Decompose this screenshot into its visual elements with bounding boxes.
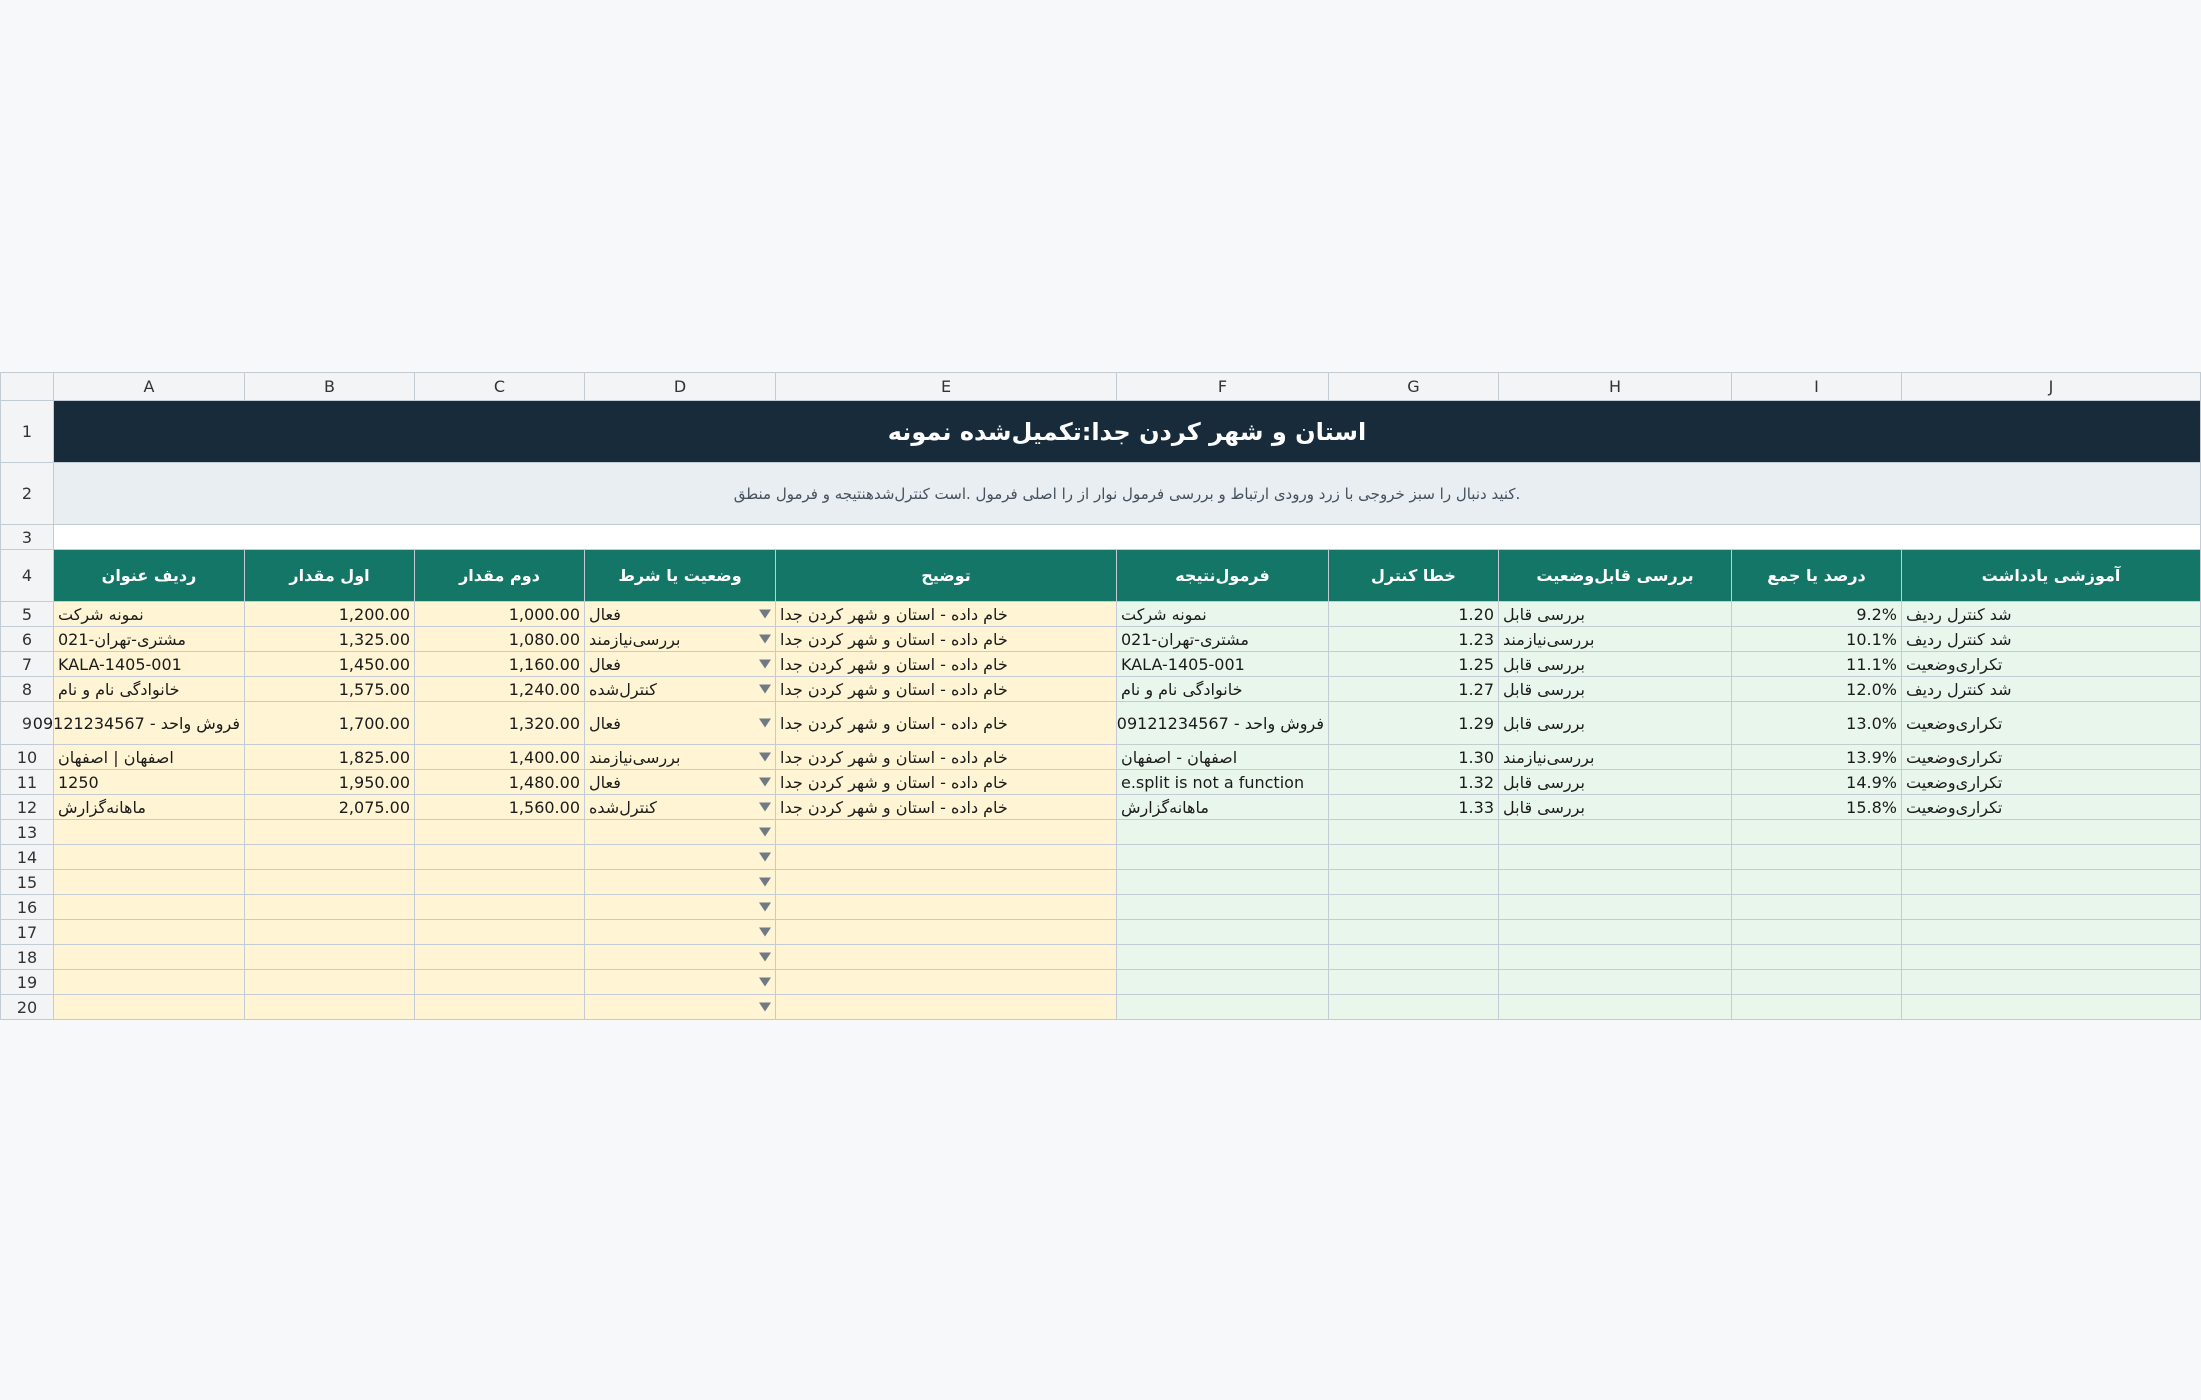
cell-h[interactable] <box>1499 895 1732 920</box>
cell-f[interactable]: اصفهان - اصفهان <box>1117 745 1329 770</box>
row-header[interactable]: 3 <box>1 525 54 550</box>
cell-i[interactable] <box>1732 945 1902 970</box>
cell-h[interactable] <box>1499 920 1732 945</box>
data-rows <box>1 602 2201 1020</box>
cell-g[interactable] <box>1329 895 1499 920</box>
dropdown-value: فعال <box>589 713 621 733</box>
status-dropdown-cell[interactable] <box>585 677 776 702</box>
triangle-down-icon[interactable] <box>759 803 771 812</box>
dropdown-value: بررسی‌نیازمند <box>589 629 681 649</box>
header-cell[interactable]: فرمول‌نتیجه <box>1117 550 1329 602</box>
cell-b[interactable]: 1,575.00 <box>245 677 415 702</box>
triangle-down-icon[interactable] <box>759 719 771 728</box>
row-header[interactable]: 13 <box>1 820 54 845</box>
cell-e[interactable] <box>776 970 1117 995</box>
cell-i[interactable]: 15.8% <box>1732 795 1902 820</box>
triangle-down-icon[interactable] <box>759 903 771 912</box>
column-header-a[interactable]: A <box>54 373 245 401</box>
table-row <box>1 945 2201 970</box>
sheet-subtitle[interactable]: .کنید دنبال را سبز خروجی با زرد ورودی ارتباط و بررسی فرمول نوار از را اصلی فرمول .است کنترل‌شدهنتیجه و فرمول منطق <box>54 463 2201 525</box>
cell-i[interactable] <box>1732 895 1902 920</box>
cell-b[interactable] <box>245 845 415 870</box>
row-header[interactable]: 20 <box>1 995 54 1020</box>
cell-i[interactable]: 13.0% <box>1732 702 1902 745</box>
status-dropdown-cell[interactable] <box>585 652 776 677</box>
dropdown-value: کنترل‌شده <box>589 679 657 699</box>
cell-a[interactable]: مشتری-تهران-021 <box>54 627 245 652</box>
status-dropdown-cell[interactable] <box>585 920 776 945</box>
cell-a[interactable] <box>54 820 245 845</box>
row-header[interactable]: 14 <box>1 845 54 870</box>
cell-c[interactable]: 1,480.00 <box>415 770 585 795</box>
cell-e[interactable] <box>776 870 1117 895</box>
cell-j[interactable]: شد کنترل ردیف <box>1902 602 2201 627</box>
column-header-d[interactable]: D <box>585 373 776 401</box>
cell-f[interactable]: نمونه شرکت <box>1117 602 1329 627</box>
cell-h[interactable] <box>1499 945 1732 970</box>
status-dropdown-cell[interactable] <box>585 945 776 970</box>
cell-h[interactable]: بررسی‌نیازمند <box>1499 627 1732 652</box>
cell-f[interactable]: KALA-1405-001 <box>1117 652 1329 677</box>
dropdown-value: فعال <box>589 604 621 624</box>
cell-e[interactable]: خام داده - استان و شهر کردن جدا <box>776 795 1117 820</box>
cell-j[interactable] <box>1902 970 2201 995</box>
cell-b[interactable]: 1,200.00 <box>245 602 415 627</box>
status-dropdown-cell[interactable] <box>585 602 776 627</box>
header-cell[interactable]: خطا کنترل <box>1329 550 1499 602</box>
cell-b[interactable]: 1,325.00 <box>245 627 415 652</box>
dropdown-value: فعال <box>589 654 621 674</box>
cell-h[interactable]: بررسی قابل <box>1499 702 1732 745</box>
cell-i[interactable] <box>1732 870 1902 895</box>
status-dropdown-cell[interactable] <box>585 795 776 820</box>
cell-c[interactable] <box>415 945 585 970</box>
triangle-down-icon[interactable] <box>759 853 771 862</box>
cell-i[interactable] <box>1732 920 1902 945</box>
cell-b[interactable]: 1,700.00 <box>245 702 415 745</box>
triangle-down-icon[interactable] <box>759 953 771 962</box>
cell-g[interactable] <box>1329 995 1499 1020</box>
cell-g[interactable]: 1.29 <box>1329 702 1499 745</box>
status-dropdown-cell[interactable] <box>585 895 776 920</box>
spreadsheet <box>0 372 2200 1027</box>
cell-f[interactable] <box>1117 920 1329 945</box>
cell-b[interactable] <box>245 970 415 995</box>
column-header-i[interactable]: I <box>1732 373 1902 401</box>
header-cell[interactable]: ردیف عنوان <box>54 550 245 602</box>
cell-j[interactable] <box>1902 895 2201 920</box>
cell-f[interactable]: ماهانه‌گزارش <box>1117 795 1329 820</box>
blank-row <box>1 525 2201 550</box>
table-row <box>1 845 2201 870</box>
cell-g[interactable]: 1.33 <box>1329 795 1499 820</box>
cell-e[interactable]: خام داده - استان و شهر کردن جدا <box>776 627 1117 652</box>
header-cell[interactable]: اول مقدار <box>245 550 415 602</box>
cell-a[interactable]: خانوادگی نام و نام <box>54 677 245 702</box>
sheet-title[interactable]: استان و شهر کردن جدا:تکمیل‌شده نمونه <box>54 401 2201 463</box>
cell-h[interactable]: بررسی قابل <box>1499 770 1732 795</box>
cell-i[interactable]: 11.1% <box>1732 652 1902 677</box>
cell-e[interactable]: خام داده - استان و شهر کردن جدا <box>776 602 1117 627</box>
cell-g[interactable] <box>1329 945 1499 970</box>
cell-i[interactable]: 9.2% <box>1732 602 1902 627</box>
cell-f[interactable]: مشتری-تهران-021 <box>1117 627 1329 652</box>
cell-a[interactable]: نمونه شرکت <box>54 602 245 627</box>
status-dropdown-cell[interactable] <box>585 770 776 795</box>
cell-i[interactable] <box>1732 970 1902 995</box>
cell-f[interactable] <box>1117 945 1329 970</box>
cell-c[interactable]: 1,400.00 <box>415 745 585 770</box>
cell-g[interactable]: 1.23 <box>1329 627 1499 652</box>
row-header[interactable]: 12 <box>1 795 54 820</box>
cell-b[interactable] <box>245 945 415 970</box>
triangle-down-icon[interactable] <box>759 635 771 644</box>
cell-b[interactable] <box>245 820 415 845</box>
cell-e[interactable] <box>776 995 1117 1020</box>
cell-e[interactable]: خام داده - استان و شهر کردن جدا <box>776 770 1117 795</box>
row-header[interactable]: 10 <box>1 745 54 770</box>
cell-f[interactable] <box>1117 970 1329 995</box>
triangle-down-icon[interactable] <box>759 928 771 937</box>
row-header[interactable]: 1 <box>1 401 54 463</box>
triangle-down-icon[interactable] <box>759 978 771 987</box>
cell-c[interactable] <box>415 845 585 870</box>
blank-cell[interactable] <box>54 525 2201 550</box>
cell-i[interactable] <box>1732 995 1902 1020</box>
cell-a[interactable]: فروش واحد - 09121234567 <box>54 702 245 745</box>
table-row <box>1 795 2201 820</box>
cell-j[interactable] <box>1902 995 2201 1020</box>
cell-e[interactable]: خام داده - استان و شهر کردن جدا <box>776 702 1117 745</box>
cell-j[interactable] <box>1902 920 2201 945</box>
column-header-e[interactable]: E <box>776 373 1117 401</box>
cell-h[interactable] <box>1499 870 1732 895</box>
status-dropdown-cell[interactable] <box>585 845 776 870</box>
table-row <box>1 770 2201 795</box>
cell-c[interactable]: 1,000.00 <box>415 602 585 627</box>
cell-h[interactable] <box>1499 845 1732 870</box>
dropdown-value: کنترل‌شده <box>589 797 657 817</box>
cell-b[interactable] <box>245 920 415 945</box>
column-header-g[interactable]: G <box>1329 373 1499 401</box>
row-header[interactable]: 5 <box>1 602 54 627</box>
cell-i[interactable] <box>1732 845 1902 870</box>
table-row <box>1 820 2201 845</box>
table-row <box>1 870 2201 895</box>
row-header[interactable]: 15 <box>1 870 54 895</box>
cell-b[interactable]: 1,950.00 <box>245 770 415 795</box>
cell-j[interactable]: تکراری‌وضعیت <box>1902 745 2201 770</box>
cell-a[interactable] <box>54 845 245 870</box>
cell-f[interactable] <box>1117 895 1329 920</box>
table-header-row <box>1 550 2201 602</box>
status-dropdown-cell[interactable] <box>585 745 776 770</box>
select-all-corner[interactable] <box>1 373 54 401</box>
cell-e[interactable]: خام داده - استان و شهر کردن جدا <box>776 652 1117 677</box>
cell-f[interactable]: e.split is not a function <box>1117 770 1329 795</box>
header-cell[interactable]: درصد یا جمع <box>1732 550 1902 602</box>
cell-f[interactable] <box>1117 870 1329 895</box>
column-header-h[interactable]: H <box>1499 373 1732 401</box>
header-cell[interactable]: وضعیت یا شرط <box>585 550 776 602</box>
status-dropdown-cell[interactable] <box>585 970 776 995</box>
cell-j[interactable]: تکراری‌وضعیت <box>1902 770 2201 795</box>
status-dropdown-cell[interactable] <box>585 995 776 1020</box>
cell-h[interactable] <box>1499 970 1732 995</box>
table-row <box>1 895 2201 920</box>
cell-j[interactable]: تکراری‌وضعیت <box>1902 795 2201 820</box>
cell-f[interactable]: خانوادگی نام و نام <box>1117 677 1329 702</box>
cell-c[interactable]: 1,240.00 <box>415 677 585 702</box>
row-header[interactable]: 11 <box>1 770 54 795</box>
cell-j[interactable]: تکراری‌وضعیت <box>1902 702 2201 745</box>
row-header[interactable]: 18 <box>1 945 54 970</box>
cell-c[interactable] <box>415 820 585 845</box>
cell-h[interactable]: بررسی قابل <box>1499 795 1732 820</box>
triangle-down-icon[interactable] <box>759 778 771 787</box>
cell-b[interactable] <box>245 895 415 920</box>
header-cell[interactable]: بررسی قابل‌وضعیت <box>1499 550 1732 602</box>
cell-i[interactable]: 12.0% <box>1732 677 1902 702</box>
dropdown-value: فعال <box>589 772 621 792</box>
cell-a[interactable] <box>54 970 245 995</box>
table-row <box>1 602 2201 627</box>
cell-h[interactable] <box>1499 820 1732 845</box>
cell-f[interactable]: فروش واحد - 09121234567 <box>1117 702 1329 745</box>
row-header[interactable]: 8 <box>1 677 54 702</box>
cell-c[interactable] <box>415 870 585 895</box>
cell-e[interactable] <box>776 820 1117 845</box>
cell-c[interactable]: 1,320.00 <box>415 702 585 745</box>
table-row <box>1 677 2201 702</box>
cell-a[interactable]: اصفهان | اصفهان <box>54 745 245 770</box>
row-header[interactable]: 16 <box>1 895 54 920</box>
cell-e[interactable] <box>776 920 1117 945</box>
triangle-down-icon[interactable] <box>759 878 771 887</box>
cell-b[interactable]: 1,450.00 <box>245 652 415 677</box>
table-row <box>1 702 2201 745</box>
cell-e[interactable]: خام داده - استان و شهر کردن جدا <box>776 745 1117 770</box>
column-header-c[interactable]: C <box>415 373 585 401</box>
table-row <box>1 627 2201 652</box>
cell-j[interactable]: شد کنترل ردیف <box>1902 677 2201 702</box>
cell-e[interactable] <box>776 845 1117 870</box>
table-row <box>1 920 2201 945</box>
cell-a[interactable] <box>54 995 245 1020</box>
row-header[interactable]: 2 <box>1 463 54 525</box>
column-header-j[interactable]: J <box>1902 373 2201 401</box>
status-dropdown-cell[interactable] <box>585 820 776 845</box>
cell-g[interactable]: 1.27 <box>1329 677 1499 702</box>
cell-g[interactable] <box>1329 845 1499 870</box>
cell-h[interactable] <box>1499 995 1732 1020</box>
cell-g[interactable] <box>1329 870 1499 895</box>
subtitle-row <box>1 463 2201 525</box>
cell-b[interactable]: 1,825.00 <box>245 745 415 770</box>
cell-i[interactable]: 10.1% <box>1732 627 1902 652</box>
cell-c[interactable]: 1,080.00 <box>415 627 585 652</box>
cell-j[interactable] <box>1902 820 2201 845</box>
triangle-down-icon[interactable] <box>759 753 771 762</box>
cell-a[interactable] <box>54 895 245 920</box>
cell-e[interactable] <box>776 945 1117 970</box>
cell-i[interactable]: 14.9% <box>1732 770 1902 795</box>
cell-j[interactable] <box>1902 845 2201 870</box>
triangle-down-icon[interactable] <box>759 660 771 669</box>
table-row <box>1 970 2201 995</box>
dropdown-value: بررسی‌نیازمند <box>589 747 681 767</box>
cell-b[interactable] <box>245 995 415 1020</box>
cell-f[interactable] <box>1117 995 1329 1020</box>
column-header-row <box>1 373 2201 401</box>
cell-c[interactable]: 1,560.00 <box>415 795 585 820</box>
triangle-down-icon[interactable] <box>759 1003 771 1012</box>
cell-c[interactable] <box>415 970 585 995</box>
row-header[interactable]: 9 <box>1 702 54 745</box>
cell-a[interactable] <box>54 920 245 945</box>
cell-g[interactable]: 1.25 <box>1329 652 1499 677</box>
cell-a[interactable] <box>54 870 245 895</box>
cell-i[interactable] <box>1732 820 1902 845</box>
cell-c[interactable] <box>415 920 585 945</box>
row-header[interactable]: 17 <box>1 920 54 945</box>
sheet-grid <box>0 372 2201 1020</box>
cell-g[interactable] <box>1329 820 1499 845</box>
cell-h[interactable]: بررسی قابل <box>1499 652 1732 677</box>
cell-j[interactable] <box>1902 870 2201 895</box>
cell-h[interactable]: بررسی قابل <box>1499 677 1732 702</box>
cell-a[interactable]: ماهانه‌گزارش <box>54 795 245 820</box>
cell-a[interactable]: 1250 <box>54 770 245 795</box>
cell-h[interactable]: بررسی‌نیازمند <box>1499 745 1732 770</box>
cell-e[interactable] <box>776 895 1117 920</box>
header-cell[interactable]: دوم مقدار <box>415 550 585 602</box>
cell-j[interactable]: تکراری‌وضعیت <box>1902 652 2201 677</box>
column-header-f[interactable]: F <box>1117 373 1329 401</box>
status-dropdown-cell[interactable] <box>585 870 776 895</box>
triangle-down-icon[interactable] <box>759 610 771 619</box>
cell-b[interactable] <box>245 870 415 895</box>
status-dropdown-cell[interactable] <box>585 627 776 652</box>
cell-g[interactable]: 1.20 <box>1329 602 1499 627</box>
cell-a[interactable] <box>54 945 245 970</box>
cell-f[interactable] <box>1117 845 1329 870</box>
cell-j[interactable] <box>1902 945 2201 970</box>
cell-b[interactable]: 2,075.00 <box>245 795 415 820</box>
triangle-down-icon[interactable] <box>759 685 771 694</box>
header-cell[interactable]: توضیح <box>776 550 1117 602</box>
row-header[interactable]: 19 <box>1 970 54 995</box>
cell-c[interactable] <box>415 995 585 1020</box>
cell-a[interactable]: KALA-1405-001 <box>54 652 245 677</box>
row-header[interactable]: 6 <box>1 627 54 652</box>
cell-e[interactable]: خام داده - استان و شهر کردن جدا <box>776 677 1117 702</box>
table-row <box>1 745 2201 770</box>
cell-g[interactable] <box>1329 970 1499 995</box>
table-row <box>1 995 2201 1020</box>
title-row <box>1 401 2201 463</box>
row-header[interactable]: 4 <box>1 550 54 602</box>
cell-i[interactable]: 13.9% <box>1732 745 1902 770</box>
column-header-b[interactable]: B <box>245 373 415 401</box>
cell-j[interactable]: شد کنترل ردیف <box>1902 627 2201 652</box>
cell-g[interactable]: 1.30 <box>1329 745 1499 770</box>
triangle-down-icon[interactable] <box>759 828 771 837</box>
status-dropdown-cell[interactable] <box>585 702 776 745</box>
cell-g[interactable] <box>1329 920 1499 945</box>
cell-g[interactable]: 1.32 <box>1329 770 1499 795</box>
cell-h[interactable]: بررسی قابل <box>1499 602 1732 627</box>
cell-f[interactable] <box>1117 820 1329 845</box>
header-cell[interactable]: آموزشی یادداشت <box>1902 550 2201 602</box>
cell-c[interactable] <box>415 895 585 920</box>
table-row <box>1 652 2201 677</box>
cell-c[interactable]: 1,160.00 <box>415 652 585 677</box>
row-header[interactable]: 7 <box>1 652 54 677</box>
